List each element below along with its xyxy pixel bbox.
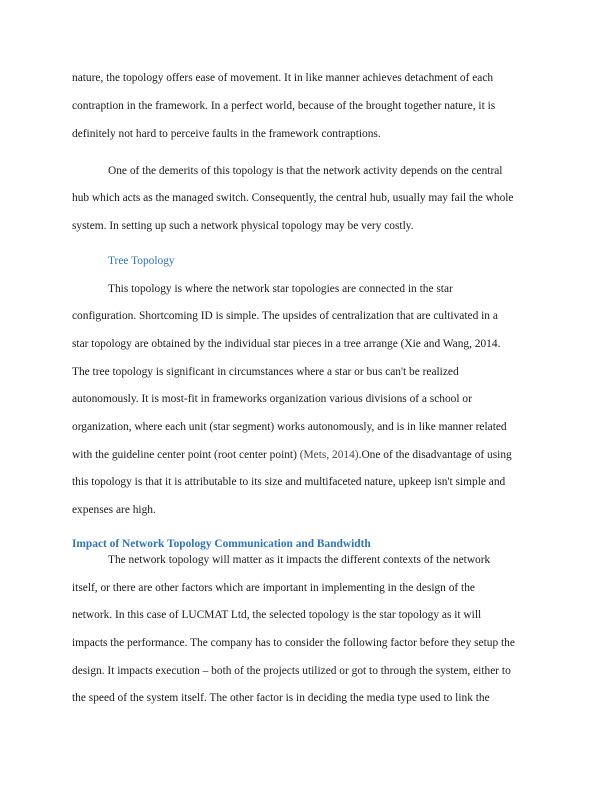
- paragraph-line: definitely not hard to perceive faults in the framework contraptions.: [72, 128, 381, 140]
- paragraph-line: hub which acts as the managed switch. Consequently, the central hub, usually may fail the whole: [72, 192, 514, 204]
- subheading-tree-topology: Tree Topology: [108, 255, 175, 267]
- section-heading-impact: Impact of Network Topology Communication and Bandwidth: [72, 538, 371, 550]
- paragraph-line: nature, the topology offers ease of movement. It in like manner achieves detachment of each: [72, 72, 494, 84]
- paragraph-line: [72, 448, 512, 462]
- paragraph-line: configuration. Shortcoming ID is simple. The upsides of centralization that are cultivated in a: [72, 310, 498, 322]
- paragraph-line: contraption in the framework. In a perfect world, because of the brought together nature, it is: [72, 100, 496, 112]
- paragraph-line: the speed of the system itself. The other factor is in deciding the media type used to link the: [72, 692, 490, 704]
- paragraph-line: this topology is that it is attributable to its size and multifaceted nature, upkeep isn't simple and: [72, 476, 506, 488]
- paragraph-line: One of the demerits of this topology is that the network activity depends on the central: [108, 165, 503, 177]
- text-segment: .One of the disadvantage of using: [358, 449, 512, 461]
- paragraph-line: expenses are high.: [72, 504, 156, 516]
- text-segment: with the guideline center point (root center point): [72, 449, 300, 461]
- paragraph-line: autonomously. It is most-fit in frameworks organization various divisions of a school or: [72, 393, 472, 405]
- paragraph-line: The tree topology is significant in circumstances where a star or bus can't be realized: [72, 366, 459, 378]
- paragraph-line: This topology is where the network star topologies are connected in the star: [108, 283, 453, 295]
- paragraph-line: itself, or there are other factors which are important in implementing in the design of the: [72, 582, 475, 594]
- paragraph-line: system. In setting up such a network physical topology may be very costly.: [72, 220, 414, 232]
- paragraph-line: organization, where each unit (star segment) works autonomously, and is in like manner related: [72, 421, 507, 433]
- citation: (Mets, 2014): [299, 449, 359, 461]
- paragraph-line: star topology are obtained by the individual star pieces in a tree arrange (Xie and Wang, 2014.: [72, 338, 501, 350]
- paragraph-line: network. In this case of LUCMAT Ltd, the selected topology is the star topology as it will: [72, 609, 482, 621]
- paragraph-line: design. It impacts execution – both of the projects utilized or got to through the system, either to: [72, 665, 511, 677]
- paragraph-line: The network topology will matter as it impacts the different contexts of the network: [108, 554, 491, 566]
- paragraph-line: impacts the performance. The company has to consider the following factor before they setup the: [72, 637, 515, 649]
